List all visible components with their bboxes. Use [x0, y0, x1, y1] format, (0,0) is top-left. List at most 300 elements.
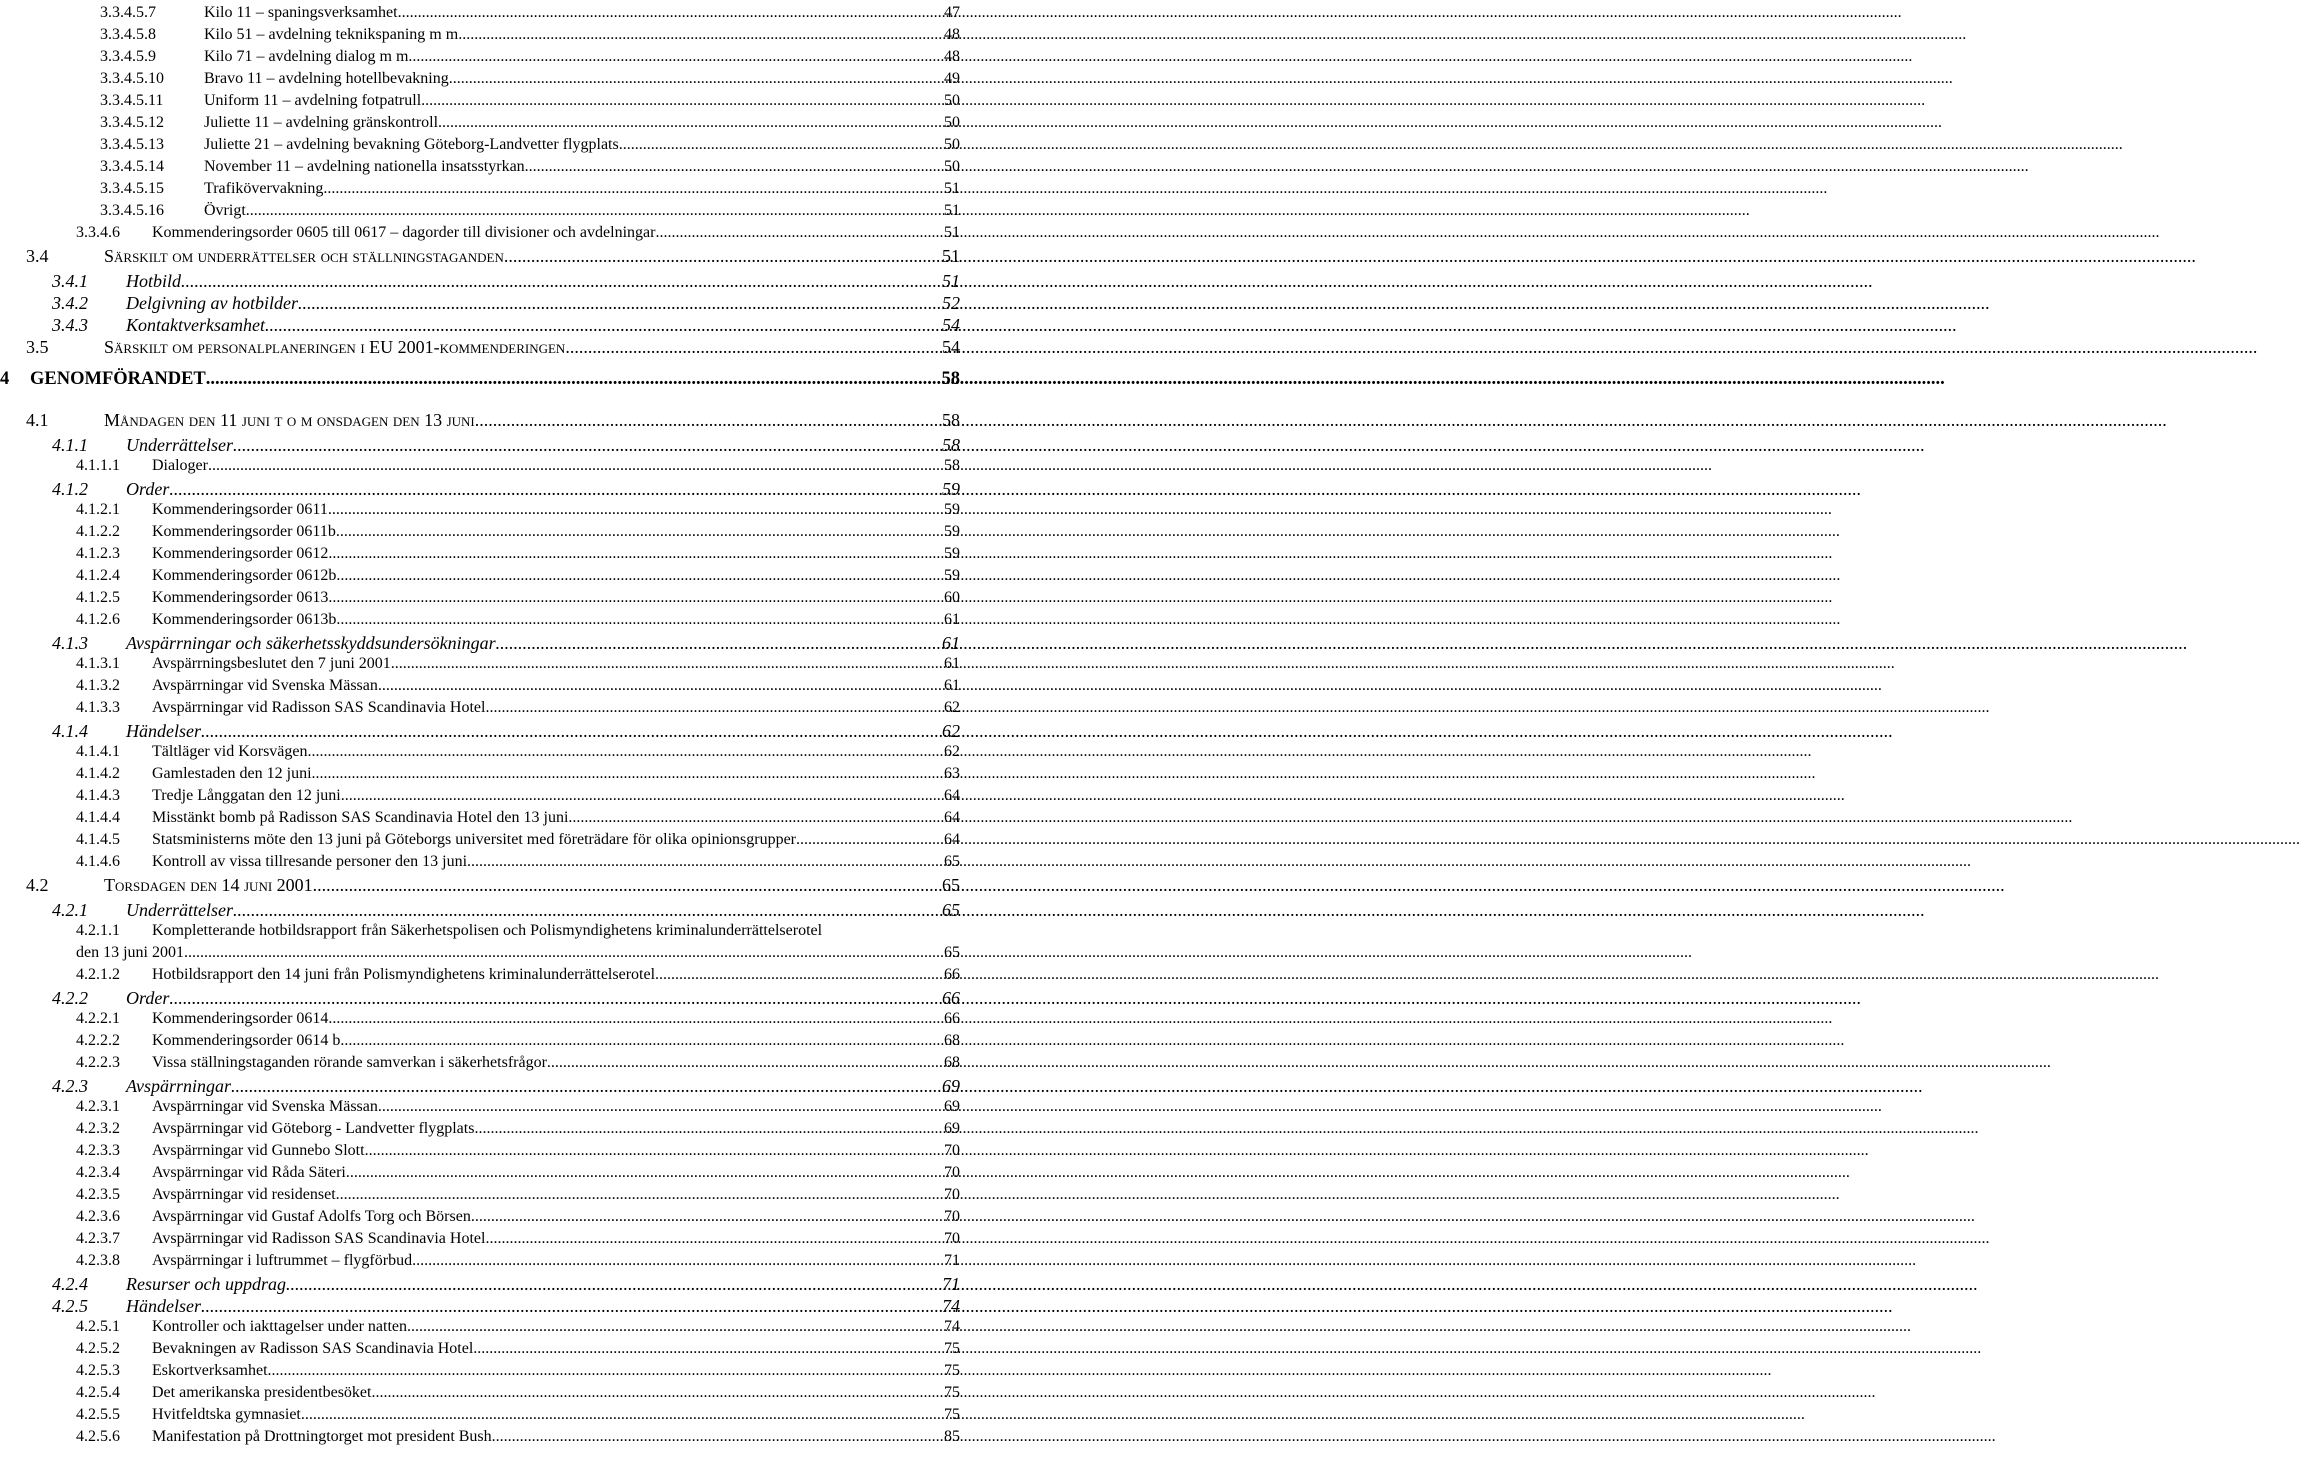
toc-entry-page: 59	[944, 567, 960, 584]
toc-dot-leader	[265, 313, 941, 337]
toc-entry[interactable]	[76, 1030, 960, 1052]
toc-dot-leader	[471, 1206, 943, 1228]
toc-entry-page: 65	[944, 853, 960, 870]
toc-entry-page: 48	[944, 48, 960, 65]
toc-entry-number: 3.3.4.5.14	[100, 158, 164, 175]
toc-dot-leader	[169, 477, 941, 501]
toc-entry[interactable]	[76, 1228, 960, 1250]
toc-entry-title: Kilo 71 – avdelning dialog m m	[204, 48, 409, 65]
toc-entry[interactable]	[76, 1162, 960, 1184]
toc-dot-leader	[336, 565, 943, 587]
toc-entry[interactable]	[76, 1096, 960, 1118]
toc-entry-title: Måndagen den 11 juni t o m onsdagen den 13 juni	[104, 410, 475, 430]
toc-entry-number: 3.3.4.5.15	[100, 180, 164, 197]
toc-entry-page: 74	[942, 1296, 960, 1316]
toc-entry-page: 70	[944, 1164, 960, 1181]
toc-entry[interactable]	[76, 1426, 960, 1448]
toc-dot-leader	[308, 741, 944, 763]
toc-entry-title: Kontroll av vissa tillresande personer den 13 juni	[152, 853, 468, 870]
toc-entry-number: 4.1.1	[52, 435, 88, 455]
toc-entry-title: Händelser	[126, 1296, 201, 1316]
toc-entry-page: 63	[944, 765, 960, 782]
toc-entry-title: Tredje Långgatan den 12 juni	[152, 787, 341, 804]
toc-entry[interactable]	[0, 366, 960, 392]
toc-entry[interactable]	[26, 335, 960, 359]
toc-entry-page: 61	[944, 677, 960, 694]
toc-entry[interactable]	[100, 2, 960, 24]
toc-dot-leader	[438, 112, 943, 134]
toc-entry-number: 4.2.3	[52, 1076, 88, 1096]
toc-entry-page: 69	[944, 1098, 960, 1115]
toc-dot-leader	[298, 291, 941, 315]
toc-entry[interactable]	[76, 1360, 960, 1382]
toc-entry-page: 64	[944, 787, 960, 804]
toc-entry-page: 68	[944, 1054, 960, 1071]
toc-entry-page: 60	[944, 589, 960, 606]
toc-entry-page: 61	[944, 655, 960, 672]
toc-entry[interactable]	[76, 609, 960, 631]
toc-entry-page: 54	[942, 337, 960, 357]
toc-entry[interactable]	[76, 222, 960, 244]
toc-dot-leader	[565, 335, 941, 359]
toc-entry-page: 64	[944, 809, 960, 826]
toc-entry-number: 4.2.3.5	[76, 1186, 120, 1203]
toc-dot-leader	[208, 455, 943, 477]
toc-entry-number: 3.3.4.5.11	[100, 92, 164, 109]
toc-entry-number: 3.3.4.5.10	[100, 70, 164, 87]
toc-entry-page: 69	[942, 1076, 960, 1096]
toc-entry-title: Manifestation på Drottningtorget mot president Bush	[152, 1428, 492, 1445]
toc-dot-leader	[313, 873, 941, 897]
toc-entry-page: 51	[942, 246, 960, 266]
toc-entry-page: 58	[941, 369, 960, 389]
toc-entry-number: 3.3.4.5.12	[100, 114, 164, 131]
toc-entry-page: 70	[944, 1208, 960, 1225]
toc-dot-leader	[378, 675, 943, 697]
toc-dot-leader	[181, 269, 941, 293]
toc-dot-leader	[286, 1272, 941, 1296]
toc-dot-leader	[346, 1162, 943, 1184]
toc-entry-number: 4.2.2	[52, 988, 88, 1008]
toc-entry-number: 4.2.3.3	[76, 1142, 120, 1159]
toc-entry-number: 4.2.1.2	[76, 966, 120, 983]
toc-entry[interactable]	[76, 829, 960, 851]
toc-entry[interactable]	[100, 90, 960, 112]
toc-entry-number: 4.2.5.5	[76, 1406, 120, 1423]
toc-entry[interactable]	[76, 1140, 960, 1162]
toc-entry[interactable]	[52, 1294, 960, 1318]
toc-entry[interactable]	[76, 565, 960, 587]
toc-entry[interactable]	[76, 1008, 960, 1030]
toc-entry-page: 50	[944, 136, 960, 153]
toc-entry-title: Eskortverksamhet	[152, 1362, 268, 1379]
toc-entry[interactable]	[26, 408, 960, 432]
toc-entry-number: 4.1.2	[52, 479, 88, 499]
toc-dot-leader	[328, 499, 943, 521]
toc-entry-page: 70	[944, 1142, 960, 1159]
toc-dot-leader	[398, 2, 943, 24]
toc-entry-title: Kommenderingsorder 0613b	[152, 611, 337, 628]
toc-entry-number: 4.1.2.4	[76, 567, 120, 584]
toc-entry-title: Avspärrningar i luftrummet – flygförbud	[152, 1252, 413, 1269]
toc-entry[interactable]	[100, 178, 960, 200]
toc-entry[interactable]	[100, 24, 960, 46]
toc-entry-number: 3.3.4.5.8	[100, 26, 156, 43]
toc-entry-page: 75	[944, 1384, 960, 1401]
toc-dot-leader	[796, 829, 943, 851]
toc-dot-leader	[496, 631, 941, 655]
toc-entry-page: 75	[944, 1362, 960, 1379]
toc-entry-number: 4.1.2.6	[76, 611, 120, 628]
toc-entry-title: Avspärrningar vid Svenska Mässan	[152, 1098, 378, 1115]
toc-entry[interactable]	[76, 1404, 960, 1426]
toc-entry-page: 75	[944, 1340, 960, 1357]
toc-entry[interactable]	[52, 1272, 960, 1296]
toc-entry-number: 4.2.5	[52, 1296, 88, 1316]
toc-dot-leader	[462, 24, 943, 46]
toc-entry[interactable]	[52, 719, 960, 743]
toc-entry-page: 59	[944, 545, 960, 562]
toc-entry-title: Statsministerns möte den 13 juni på Göteborgs universitet med företrädare för olika opinionsgrupper	[152, 831, 797, 848]
toc-entry[interactable]	[76, 499, 960, 521]
toc-entry-number: 3.3.4.5.13	[100, 136, 164, 153]
toc-entry-page: 54	[942, 315, 960, 335]
toc-entry-title: Kilo 11 – spaningsverksamhet	[204, 4, 398, 21]
toc-entry-title: Order	[126, 988, 170, 1008]
toc-entry[interactable]	[76, 785, 960, 807]
toc-entry-page: 66	[942, 988, 960, 1008]
toc-dot-leader	[188, 942, 943, 964]
toc-entry-title: Torsdagen den 14 juni 2001	[104, 875, 313, 895]
toc-entry-page: 51	[942, 271, 960, 291]
toc-entry-number: 3.3.4.5.9	[100, 48, 156, 65]
toc-entry[interactable]	[52, 291, 960, 315]
toc-dot-leader	[474, 1118, 943, 1140]
toc-dot-leader	[492, 1426, 943, 1448]
toc-entry-title: Kommenderingsorder 0611	[152, 501, 328, 518]
toc-dot-leader	[485, 697, 943, 719]
toc-entry-number: 4.1.4.2	[76, 765, 120, 782]
toc-dot-leader	[323, 178, 943, 200]
toc-entry-page: 68	[944, 1032, 960, 1049]
toc-dot-leader	[408, 46, 943, 68]
toc-entry-page: 58	[944, 457, 960, 474]
toc-entry-page: 62	[944, 743, 960, 760]
toc-entry-number: 4.2.1	[52, 900, 88, 920]
toc-entry[interactable]	[52, 313, 960, 337]
toc-entry-number: 4.2.5.3	[76, 1362, 120, 1379]
toc-dot-leader	[233, 433, 941, 457]
toc-dot-leader	[485, 1228, 943, 1250]
toc-entry-number: 4.2.3.7	[76, 1230, 120, 1247]
toc-dot-leader	[421, 90, 943, 112]
toc-entry-page: 51	[944, 224, 960, 241]
toc-entry-number: 4.1.3.2	[76, 677, 120, 694]
toc-entry-title: Hotbild	[126, 271, 182, 291]
toc-entry-title: Kommenderingsorder 0614	[152, 1010, 329, 1027]
toc-entry-page: 58	[942, 435, 960, 455]
toc-entry[interactable]	[76, 543, 960, 565]
toc-entry-title: Kontroller och iakttagelser under natten	[152, 1318, 408, 1335]
toc-entry-page: 65	[942, 875, 960, 895]
toc-entry-number: 4.2.2.3	[76, 1054, 120, 1071]
toc-dot-leader	[336, 521, 943, 543]
toc-entry-title: Juliette 11 – avdelning gränskontroll	[204, 114, 439, 131]
toc-entry-number: 4.1.2.5	[76, 589, 120, 606]
toc-entry[interactable]	[100, 68, 960, 90]
toc-entry-title: Bevakningen av Radisson SAS Scandinavia Hotel.	[152, 1340, 478, 1357]
toc-dot-leader	[547, 1052, 943, 1074]
toc-dot-leader	[619, 134, 943, 156]
toc-entry-number: 4.2.3.1	[76, 1098, 120, 1115]
toc-entry-number: 4.2.5.1	[76, 1318, 120, 1335]
toc-entry-number: 4.2.2.1	[76, 1010, 120, 1027]
toc-entry-title: Trafikövervakning	[204, 180, 324, 197]
toc-entry-number: 4.1.4.5	[76, 831, 120, 848]
toc-entry[interactable]	[76, 807, 960, 829]
toc-entry-title: Särskilt om personalplaneringen i EU 2001-kommenderingen	[104, 337, 566, 357]
toc-entry-title-continuation: den 13 juni 2001.	[76, 944, 188, 961]
toc-entry-number: 4.2.4	[52, 1274, 88, 1294]
toc-entry-number: 3.3.4.5.7	[100, 4, 156, 21]
toc-entry-number: 4.1.3.3	[76, 699, 120, 716]
toc-entry-number: 4.2.3.2	[76, 1120, 120, 1137]
toc-entry-title: Kommenderingsorder 0611b	[152, 523, 336, 540]
toc-entry-page: 58	[942, 410, 960, 430]
toc-entry-title: Hvitfeldtska gymnasiet	[152, 1406, 301, 1423]
toc-entry-number: 4.1.4.6	[76, 853, 120, 870]
toc-entry-title: November 11 – avdelning nationella insatsstyrkan	[204, 158, 525, 175]
toc-entry[interactable]	[76, 697, 960, 719]
toc-dot-leader	[477, 1338, 943, 1360]
toc-entry-number: 4.2	[26, 875, 49, 895]
toc-entry-title: Avspärrningar vid Radisson SAS Scandinavia Hotel	[152, 1230, 486, 1247]
toc-dot-leader	[467, 851, 943, 873]
toc-entry[interactable]	[76, 1316, 960, 1338]
toc-entry-page: 61	[942, 633, 960, 653]
toc-entry-page: 69	[944, 1120, 960, 1137]
toc-entry-title: Kontaktverksamhet	[126, 315, 265, 335]
toc-entry-title: Avspärrningar	[126, 1076, 232, 1096]
toc-dot-leader	[233, 898, 941, 922]
toc-entry-page: 71	[942, 1274, 960, 1294]
toc-entry-title: Tältläger vid Korsvägen	[152, 743, 308, 760]
toc-entry-number: 4.1.3	[52, 633, 88, 653]
toc-entry-number: 3.4.2	[52, 293, 88, 313]
toc-entry-number: 4.2.2.2	[76, 1032, 120, 1049]
toc-entry-number: 4.1.2.2	[76, 523, 120, 540]
toc-entry-title: Avspärrningar och säkerhetsskyddsundersökningar	[126, 633, 496, 653]
toc-entry-number: 3.4.1	[52, 271, 88, 291]
toc-dot-leader	[328, 1008, 943, 1030]
toc-entry-page: 51	[944, 202, 960, 219]
toc-entry-title: Avspärrningar vid Gunnebo Slott	[152, 1142, 365, 1159]
toc-entry-page: 61	[944, 611, 960, 628]
toc-entry-title: Dialoger	[152, 457, 208, 474]
toc-entry-title: Avspärrningar vid Svenska Mässan	[152, 677, 378, 694]
toc-dot-leader	[201, 719, 941, 743]
toc-entry-title: Kommenderingsorder 0613	[152, 589, 329, 606]
toc-dot-leader	[391, 653, 943, 675]
toc-dot-leader	[336, 609, 943, 631]
toc-entry[interactable]	[100, 134, 960, 156]
toc-entry-page: 65	[942, 900, 960, 920]
toc-entry-number: 4.2.3.6	[76, 1208, 120, 1225]
toc-entry[interactable]	[76, 1184, 960, 1206]
toc-entry-page: 59	[944, 501, 960, 518]
toc-entry-number: 4	[0, 369, 10, 389]
toc-entry-page: 59	[944, 523, 960, 540]
toc-entry-page: 49	[944, 70, 960, 87]
toc-entry-page: 47	[944, 4, 960, 21]
toc-entry[interactable]	[76, 920, 960, 942]
toc-entry-page: 50	[944, 92, 960, 109]
toc-entry-title: Avspärrningar vid Gustaf Adolfs Torg och Börsen	[152, 1208, 471, 1225]
toc-entry[interactable]	[52, 631, 960, 655]
toc-entry-page: 71	[944, 1252, 960, 1269]
toc-dot-leader	[312, 763, 943, 785]
toc-entry[interactable]	[52, 898, 960, 922]
toc-entry[interactable]	[52, 477, 960, 501]
toc-entry-number: 4.1.3.1	[76, 655, 120, 672]
toc-dot-leader	[525, 156, 943, 178]
toc-dot-leader	[341, 785, 943, 807]
toc-dot-leader	[231, 1074, 941, 1098]
toc-entry[interactable]	[52, 1074, 960, 1098]
toc-entry-title: Det amerikanska presidentbesöket	[152, 1384, 372, 1401]
toc-entry-page: 62	[942, 721, 960, 741]
toc-entry-page: 50	[944, 114, 960, 131]
toc-entry-title: Order	[126, 479, 170, 499]
toc-entry-title: Vissa ställningstaganden rörande samverkan i säkerhetsfrågor	[152, 1054, 547, 1071]
toc-entry-title: Kilo 51 – avdelning teknikspaning m m.	[204, 26, 463, 43]
toc-entry-number: 4.1.4.4	[76, 809, 120, 826]
toc-dot-leader	[206, 366, 941, 392]
toc-entry[interactable]	[76, 455, 960, 477]
toc-entry[interactable]	[76, 1206, 960, 1228]
toc-entry-title: Misstänkt bomb på Radisson SAS Scandinavia Hotel den 13 juni	[152, 809, 569, 826]
toc-entry-continuation	[76, 942, 960, 964]
toc-entry-page: 66	[944, 1010, 960, 1027]
toc-entry[interactable]	[76, 763, 960, 785]
toc-entry-title: Särskilt om underrättelser och ställningstaganden	[104, 246, 504, 266]
toc-entry-number: 4.2.3.4	[76, 1164, 120, 1181]
toc-entry-number: 3.3.4.6	[76, 224, 120, 241]
toc-dot-leader	[328, 587, 943, 609]
toc-dot-leader	[169, 986, 941, 1010]
toc-entry[interactable]	[100, 200, 960, 222]
toc-entry-number: 4.2.5.4	[76, 1384, 120, 1401]
toc-entry-page: 74	[944, 1318, 960, 1335]
toc-entry[interactable]	[52, 269, 960, 293]
toc-entry-title: Kommenderingsorder 0605 till 0617 – dagorder till divisioner och avdelningar	[152, 224, 656, 241]
toc-entry-title: Kommenderingsorder 0612	[152, 545, 329, 562]
toc-entry-title: Gamlestaden den 12 juni	[152, 765, 312, 782]
toc-entry-title: Resurser och uppdrag	[126, 1274, 286, 1294]
toc-entry[interactable]	[76, 741, 960, 763]
toc-entry-number: 4.2.5.2	[76, 1340, 120, 1357]
toc-entry-title: Uniform 11 – avdelning fotpatrull	[204, 92, 422, 109]
toc-dot-leader	[568, 807, 943, 829]
toc-dot-leader	[475, 408, 941, 432]
toc-entry-page: 51	[944, 180, 960, 197]
toc-entry-page: 64	[944, 831, 960, 848]
toc-entry[interactable]	[52, 986, 960, 1010]
toc-entry-number: 3.4	[26, 246, 49, 266]
toc-entry-number: 4.2.1.1	[76, 922, 120, 939]
toc-entry-title: Underrättelser	[126, 435, 233, 455]
toc-entry-number: 4.1	[26, 410, 49, 430]
table-of-contents	[0, 0, 960, 1473]
toc-dot-leader	[407, 1316, 943, 1338]
toc-dot-leader	[412, 1250, 943, 1272]
toc-entry[interactable]	[76, 1382, 960, 1404]
toc-entry-page: 65	[944, 944, 960, 961]
toc-entry-title: Delgivning av hotbilder	[126, 293, 298, 313]
toc-entry[interactable]	[76, 587, 960, 609]
toc-dot-leader	[365, 1140, 943, 1162]
toc-entry-number: 4.1.4.1	[76, 743, 120, 760]
toc-entry-title: Avspärrningar vid Råda Säteri	[152, 1164, 346, 1181]
toc-entry-page: 52	[942, 293, 960, 313]
toc-entry-title: Juliette 21 – avdelning bevakning Göteborg-Landvetter flygplats	[204, 136, 619, 153]
toc-entry-number: 4.1.4.3	[76, 787, 120, 804]
toc-entry[interactable]	[26, 244, 960, 268]
toc-entry-page: 70	[944, 1186, 960, 1203]
toc-entry-title: Övrigt	[204, 202, 246, 219]
toc-entry-title: Kommenderingsorder 0614 b	[152, 1032, 341, 1049]
toc-entry[interactable]	[76, 521, 960, 543]
toc-entry-number: 4.2.5.6	[76, 1428, 120, 1445]
toc-entry-title: Underrättelser	[126, 900, 233, 920]
toc-entry-title: Kompletterande hotbildsrapport från Säkerhetspolisen och Polismyndighetens kriminalunderrättelserotel	[152, 922, 823, 939]
toc-entry-page: 70	[944, 1230, 960, 1247]
toc-entry-title: Hotbildsrapport den 14 juni från Polismyndighetens kriminalunderrättelserotel	[152, 966, 656, 983]
toc-entry[interactable]	[76, 1338, 960, 1360]
toc-entry[interactable]	[76, 851, 960, 873]
toc-dot-leader	[336, 1184, 943, 1206]
toc-entry[interactable]	[26, 873, 960, 897]
toc-entry-number: 4.2.3.8	[76, 1252, 120, 1269]
toc-dot-leader	[246, 200, 943, 222]
toc-entry[interactable]	[100, 46, 960, 68]
toc-entry[interactable]	[76, 1052, 960, 1074]
toc-entry[interactable]	[76, 653, 960, 675]
toc-entry-number: 4.1.2.1	[76, 501, 120, 518]
toc-entry[interactable]	[76, 675, 960, 697]
toc-entry[interactable]	[100, 156, 960, 178]
toc-dot-leader	[655, 222, 943, 244]
toc-entry-title: Bravo 11 – avdelning hotellbevakning	[204, 70, 449, 87]
toc-entry[interactable]	[76, 1250, 960, 1272]
toc-entry-title: Avspärrningar vid Radisson SAS Scandinavia Hotel	[152, 699, 486, 716]
toc-entry-title: GENOMFÖRANDET	[30, 369, 206, 389]
toc-entry-title: Händelser	[126, 721, 201, 741]
toc-entry[interactable]	[76, 964, 960, 986]
toc-entry-number: 4.1.1.1	[76, 457, 120, 474]
toc-entry[interactable]	[52, 433, 960, 457]
toc-entry[interactable]	[100, 112, 960, 134]
toc-entry-number: 3.3.4.5.16	[100, 202, 164, 219]
toc-dot-leader	[328, 543, 943, 565]
toc-entry[interactable]	[76, 1118, 960, 1140]
toc-entry-number: 4.1.2.3	[76, 545, 120, 562]
toc-dot-leader	[301, 1404, 943, 1426]
toc-dot-leader	[268, 1360, 943, 1382]
toc-dot-leader	[371, 1382, 943, 1404]
toc-entry-page: 48	[944, 26, 960, 43]
toc-entry-page: 62	[944, 699, 960, 716]
